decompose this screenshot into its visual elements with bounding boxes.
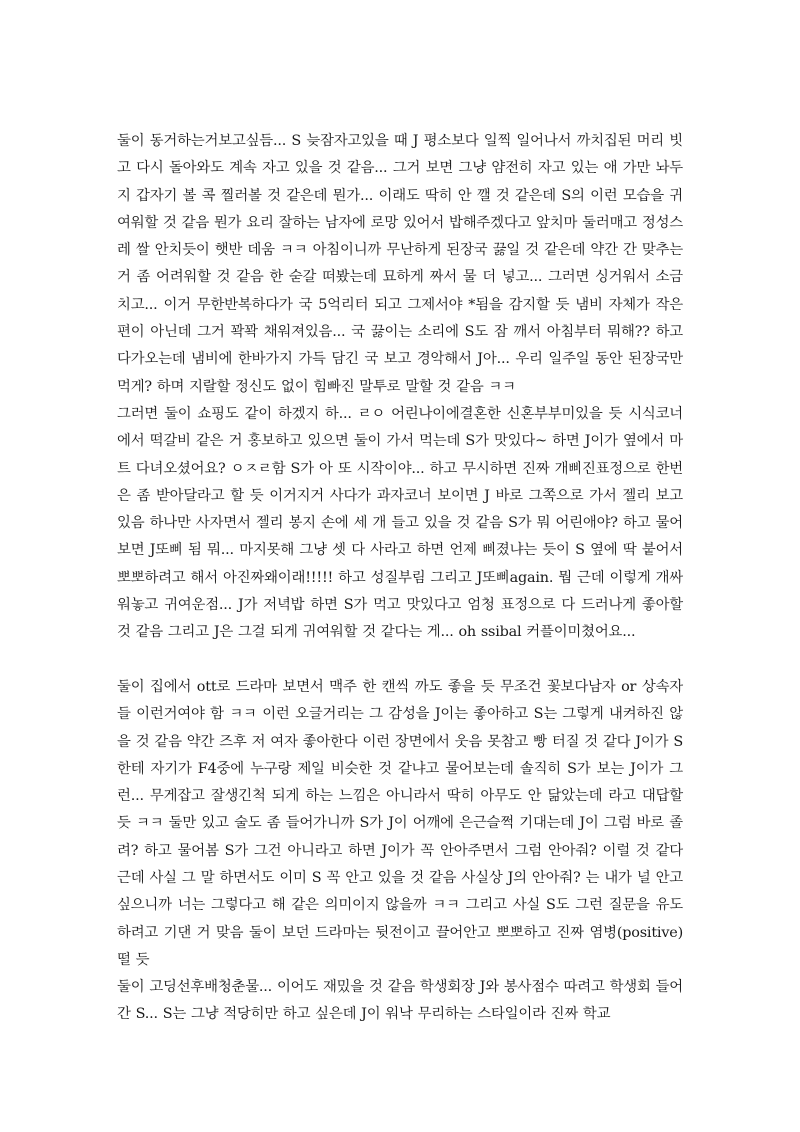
paragraph-1: 둘이 동거하는거보고싶듬... S 늦잠자고있을 때 J 평소보다 일찍 일어나서 까치집된 머리 빗고 다시 돌아와도 계속 자고 있을 것 같음... 그거 보면 그냥 얌전히 자고 있는 애 가만 놔두지 갑자기 볼 콕 찔러볼 것 같은데 뭔가... 이래도 딱히 안 깰 것 같은데 S의 이런 모습을 귀여워할 것 같음 뭔가 요리 잘하는 남자에 로망 있어서 밥해주겠다고 앞치마 둘러매고 정성스레 쌀 안치듯이 햇반 데움 ㅋㅋ 아침이니까 무난하게 된장국 끓일 것 같은데 약간 간 맞추는 거 좀 어려워할 것 같음 한 숟갈 떠봤는데 묘하게 짜서 물 더 넣고... 그러면 싱거워서 소금 치고... 이거 무한반복하다가 국 5억리터 되고 그제서야 *됨을 감지할 듯 냄비 자체가 작은 편이 아닌데 그거 꽉꽉 채워져있음... 국 끓이는 소리에 S도 잠 깨서 아침부터 뭐해?? 하고 다가오는데 냄비에 한바가지 가득 담긴 국 보고 경악해서 J아... 우리 일주일 동안 된장국만 먹게? 하며 지랄할 정신도 없이 힘빠진 말투로 말할 것 같음 ㅋㅋ — [117, 133, 683, 395]
paragraph-3: 둘이 집에서 ott로 드라마 보면서 맥주 한 캔씩 까도 좋을 듯 무조건 꽃보다남자 or 상속자들 이런거여야 함 ㅋㅋ 이런 오글거리는 그 감성을 J이는 좋아하고 S는 그렇게 내켜하진 않을 것 같음 약간 즈후 저 여자 좋아한다 이런 장면에서 웃음 못참고 빵 터질 것 같다 J이가 S한테 자기가 F4중에 누구랑 제일 비슷한 것 같냐고 물어보는데 솔직히 S가 보는 J이가 그런... 무게잡고 잘생긴척 되게 하는 느낌은 아니라서 딱히 아무도 안 닮았는데 라고 대답할 듯 ㅋㅋ 둘만 있고 술도 좀 들어가니까 S가 J이 어깨에 은근슬쩍 기대는데 J이 그럼 바로 졸려? 하고 물어봄 S가 그건 아니라고 하면 J이가 꼭 안아주면서 그럼 안아줘? 이럴 것 같다 근데 사실 그 말 하면서도 이미 S 꼭 안고 있을 것 같음 사실상 J의 안아줘? 는 내가 널 안고 싶으니까 너는 그렇다고 해 같은 의미이지 않을까 ㅋㅋ 그리고 사실 S도 그런 질문을 유도하려고 기댄 거 맞음 둘이 보던 드라마는 뒷전이고 끌어안고 뽀뽀하고 진짜 염병(positive) 떨 듯 — [117, 679, 683, 968]
paragraph-4: 둘이 고딩선후배청춘물... 이어도 재밌을 것 같음 학생회장 J와 봉사점수 따려고 학생회 들어간 S... S는 그냥 적당히만 하고 싶은데 J이 워낙 무리하는 스타일이라 진짜 학교 — [117, 979, 683, 1023]
paragraph-2: 그러면 둘이 쇼핑도 같이 하겠지 하... ㄹㅇ 어린나이에결혼한 신혼부부미있을 듯 시식코너에서 떡갈비 같은 거 홍보하고 있으면 둘이 가서 먹는데 S가 맛있다~ 하면 J이가 옆에서 마트 다녀오셨어요? ㅇㅈㄹ함 S가 아 또 시작이야... 하고 무시하면 진짜 개삐진표정으로 한번은 좀 받아달라고 할 듯 이거지거 사다가 과자코너 보이면 J 바로 그쪽으로 가서 젤리 보고 있음 하나만 사자면서 젤리 봉지 손에 세 개 들고 있을 것 같음 S가 뭐 어린애야? 하고 물어보면 J또삐 됨 뭐... 마지못해 그냥 셋 다 사라고 하면 언제 삐졌냐는 듯이 S 옆에 딱 붙어서 뽀뽀하려고 해서 아진짜왜이래!!!!! 하고 성질부림 그리고 J또삐again. 뭠 근데 이렇게 개싸워놓고 귀여운점... J가 저녁밥 하면 S가 먹고 맛있다고 엄청 표정으로 다 드러나게 좋아할 것 같음 그리고 J은 그걸 되게 귀여워할 것 같다는 게... oh ssibal 커플이미쳤어요... — [117, 406, 683, 641]
